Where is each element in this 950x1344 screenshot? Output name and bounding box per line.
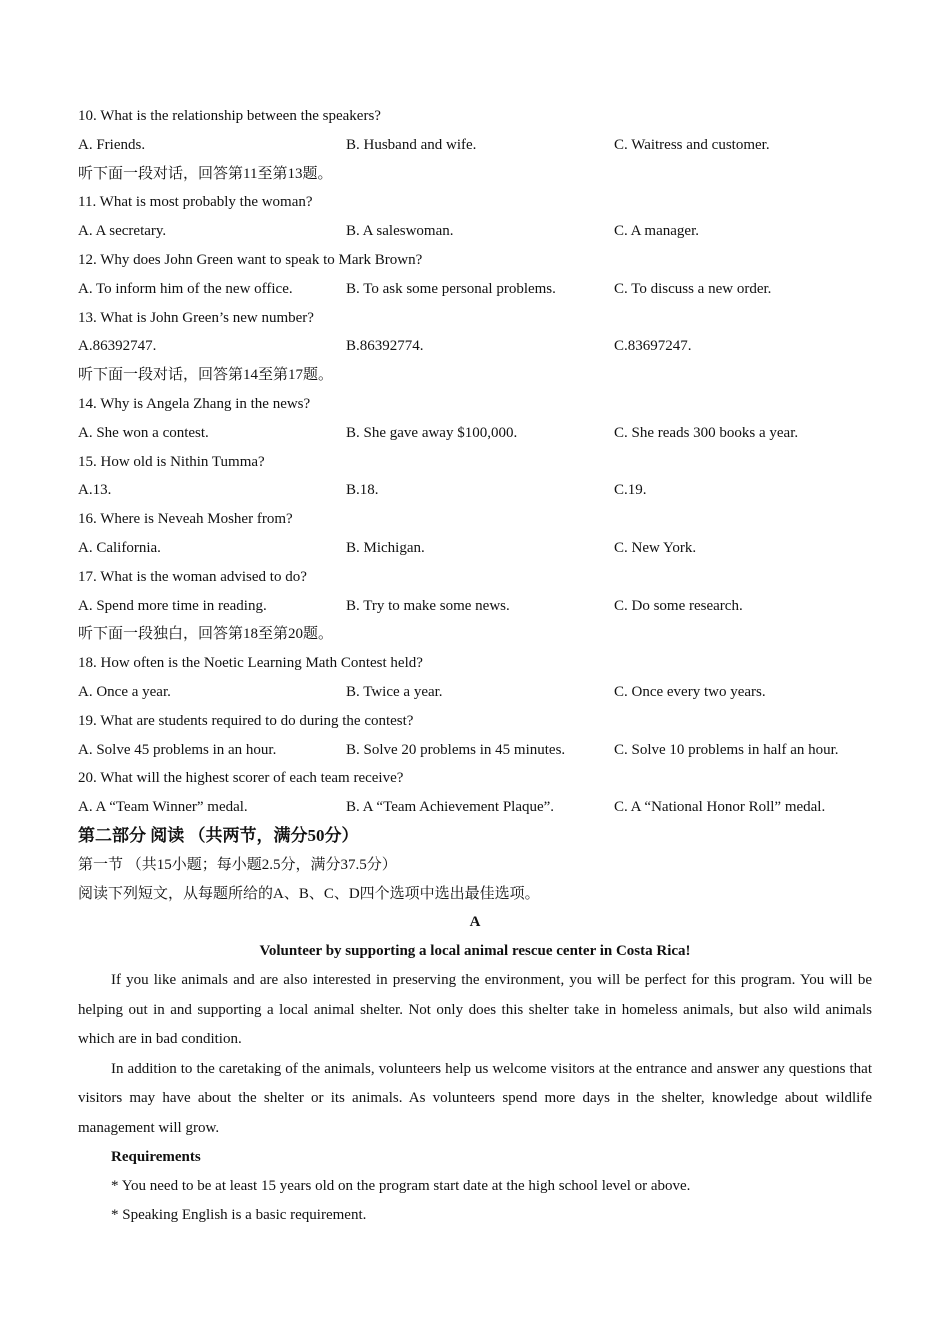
- option: C. New York.: [614, 539, 697, 556]
- requirement-item: * You need to be at least 15 years old on the program start date at the high school level or above.: [111, 1178, 691, 1195]
- options-row: [78, 217, 872, 246]
- option: C.83697247.: [614, 338, 692, 355]
- option: A. Once a year.: [78, 683, 171, 700]
- options-row: [78, 332, 872, 361]
- question: 20. What will the highest scorer of each team receive?: [78, 770, 404, 787]
- option: A.13.: [78, 482, 112, 499]
- option: B. To ask some personal problems.: [346, 280, 556, 297]
- paragraph: If you like animals and are also interested in preserving the environment, you will be perfect for this program. You will be helping out in and supporting a local animal shelter. Not only does this shelter take in homeless animals, but also wild animals which are in bad condition.: [78, 971, 872, 1048]
- question: 17. What is the woman advised to do?: [78, 568, 307, 585]
- option: A. Friends.: [78, 136, 146, 153]
- question: 11. What is most probably the woman?: [78, 194, 313, 211]
- option: C. Once every two years.: [614, 683, 766, 700]
- options-row: [78, 736, 872, 765]
- options-row: [78, 678, 872, 707]
- option: A. A “Team Winner” medal.: [78, 799, 248, 816]
- option: B. She gave away $100,000.: [346, 424, 518, 441]
- option: C. A “National Honor Roll” medal.: [614, 799, 826, 816]
- option: B. A “Team Achievement Plaque”.: [346, 799, 555, 816]
- question: 14. Why is Angela Zhang in the news?: [78, 395, 311, 412]
- requirements-heading: Requirements: [111, 1149, 201, 1166]
- option: B. Husband and wife.: [346, 136, 477, 153]
- question: 19. What are students required to do during the contest?: [78, 712, 414, 729]
- option: A. A secretary.: [78, 223, 167, 240]
- option: A. Solve 45 problems in an hour.: [78, 741, 277, 758]
- question: 18. How often is the Noetic Learning Math Contest held?: [78, 655, 423, 672]
- option: C. To discuss a new order.: [614, 280, 772, 297]
- question: 15. How old is Nithin Tumma?: [78, 453, 265, 470]
- section-note: 听下面一段对话，回答第11至第13题。: [78, 165, 333, 182]
- question: 10. What is the relationship between the speakers?: [78, 108, 381, 124]
- option: A. California.: [78, 539, 161, 556]
- option: A. To inform him of the new office.: [78, 280, 293, 297]
- option: C. She reads 300 books a year.: [614, 424, 799, 441]
- option: C. A manager.: [614, 223, 699, 240]
- option: B. Michigan.: [346, 539, 425, 556]
- option: C. Solve 10 problems in half an hour.: [614, 741, 839, 758]
- options-row: [78, 275, 872, 304]
- option: B. Solve 20 problems in 45 minutes.: [346, 741, 566, 758]
- question: 12. Why does John Green want to speak to Mark Brown?: [78, 251, 423, 268]
- options-row: [78, 131, 872, 160]
- question: 16. Where is Neveah Mosher from?: [78, 511, 293, 528]
- option: A. Spend more time in reading.: [78, 597, 267, 614]
- option: A.86392747.: [78, 338, 157, 355]
- option: B.86392774.: [346, 338, 424, 355]
- section-note: 听下面一段独白，回答第18至第20题。: [78, 626, 334, 643]
- option: C. Waitress and customer.: [614, 136, 770, 153]
- option: B.18.: [346, 482, 379, 499]
- section-title: 第一节 （共15小题；每小题2.5分，满分37.5分）: [78, 856, 397, 873]
- listening-section: [78, 102, 872, 822]
- section-note: 听下面一段对话，回答第14至第17题。: [78, 367, 334, 384]
- options-row: [78, 592, 872, 621]
- option: C.19.: [614, 482, 647, 499]
- requirement-item: * Speaking English is a basic requirement.: [111, 1207, 367, 1224]
- option: B. A saleswoman.: [346, 223, 454, 240]
- options-row: [78, 419, 872, 448]
- option: B. Try to make some news.: [346, 597, 510, 614]
- option: A. She won a contest.: [78, 424, 209, 441]
- question: 13. What is John Green’s new number?: [78, 309, 314, 326]
- option: C. Do some research.: [614, 597, 743, 614]
- paragraph: In addition to the caretaking of the animals, volunteers help us welcome visitors at the entrance and answer any questions that visitors may have about the shelter or its animals. As volunteers spend more days in the shelter, knowledge about wildlife management will grow.: [78, 1060, 872, 1136]
- options-row: [78, 534, 872, 563]
- options-row: [78, 476, 872, 505]
- options-row: [78, 793, 872, 822]
- option: B. Twice a year.: [346, 683, 443, 700]
- instruction: 阅读下列短文，从每题所给的A、B、C、D四个选项中选出最佳选项。: [78, 885, 540, 902]
- document-page: [78, 102, 872, 1230]
- passage-label: A: [469, 914, 481, 931]
- passage-title: Volunteer by supporting a local animal rescue center in Costa Rica!: [259, 943, 691, 960]
- part-title: 第二部分 阅读 （共两节，满分50分）: [78, 825, 359, 845]
